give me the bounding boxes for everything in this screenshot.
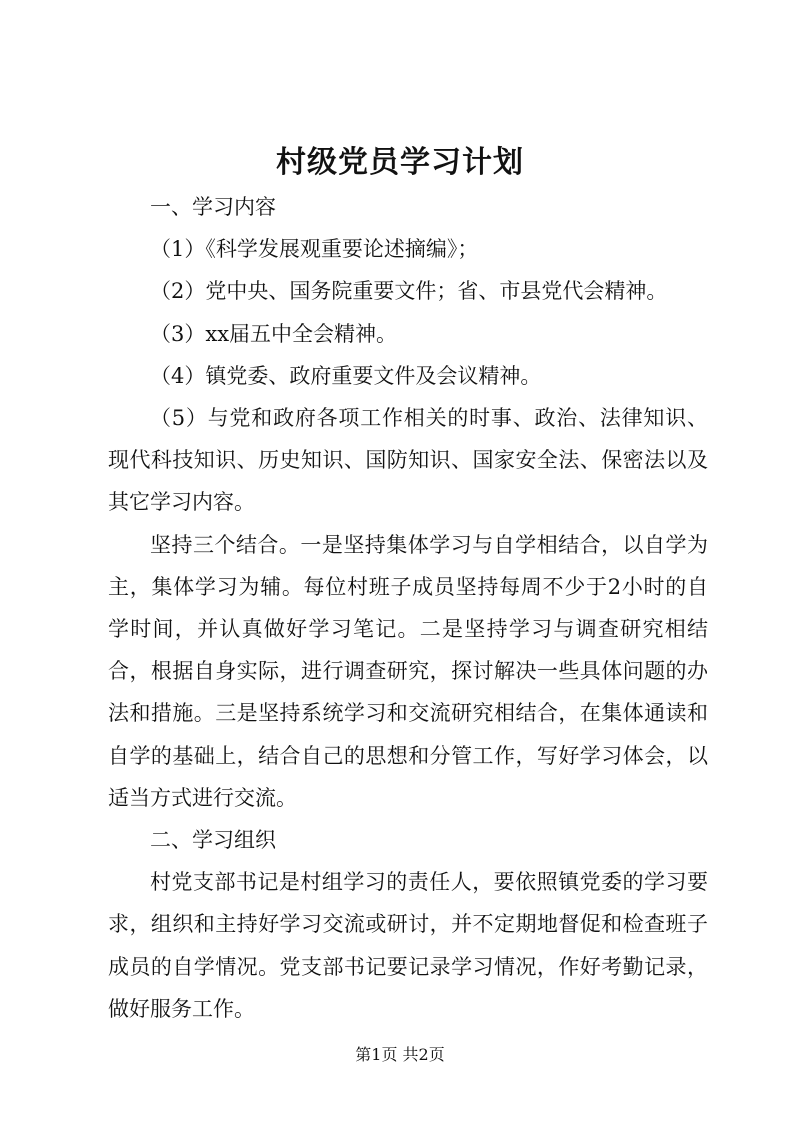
list-item: （4）镇党委、政府重要文件及会议精神。 — [150, 363, 542, 388]
body-paragraph: 坚持三个结合。一是坚持集体学习与自学相结合，以自学为主，集体学习为辅。每位村班子成员坚持每周不少于2小时的自学时间，并认真做好学习笔记。二是坚持学习与调查研究相结合，根据自身实际，进行调查研究，探讨解决一些具体问题的办法和措施。三是坚持系统学习和交流研究相结合，在集体通读和自学的基础上，结合自己的思想和分管工作，写好学习体会，以适当方式进行交流。 — [108, 532, 708, 810]
body-paragraph: 村党支部书记是村组学习的责任人，要依照镇党委的学习要求，组织和主持好学习交流或研讨，并不定期地督促和检查班子成员的自学情况。党支部书记要记录学习情况，作好考勤记录，做好服务工作。 — [108, 870, 708, 1021]
list-item: （2）党中央、国务院重要文件；省、市县党代会精神。 — [150, 279, 668, 304]
section-heading-organization: 二、学习组织 — [150, 828, 276, 853]
document-body — [108, 186, 708, 1030]
document-title: 村级党员学习计划 — [276, 145, 524, 180]
list-item: （5）与党和政府各项工作相关的时事、政治、法律知识、现代科技知识、历史知识、国防知识、国家安全法、保密法以及其它学习内容。 — [108, 406, 708, 515]
list-item: （3）xx届五中全会精神。 — [150, 321, 398, 346]
page-footer: 第1页 共2页 — [355, 1045, 445, 1064]
list-item: （1）《科学发展观重要论述摘编》； — [150, 237, 479, 262]
section-heading-content: 一、学习内容 — [150, 195, 276, 219]
